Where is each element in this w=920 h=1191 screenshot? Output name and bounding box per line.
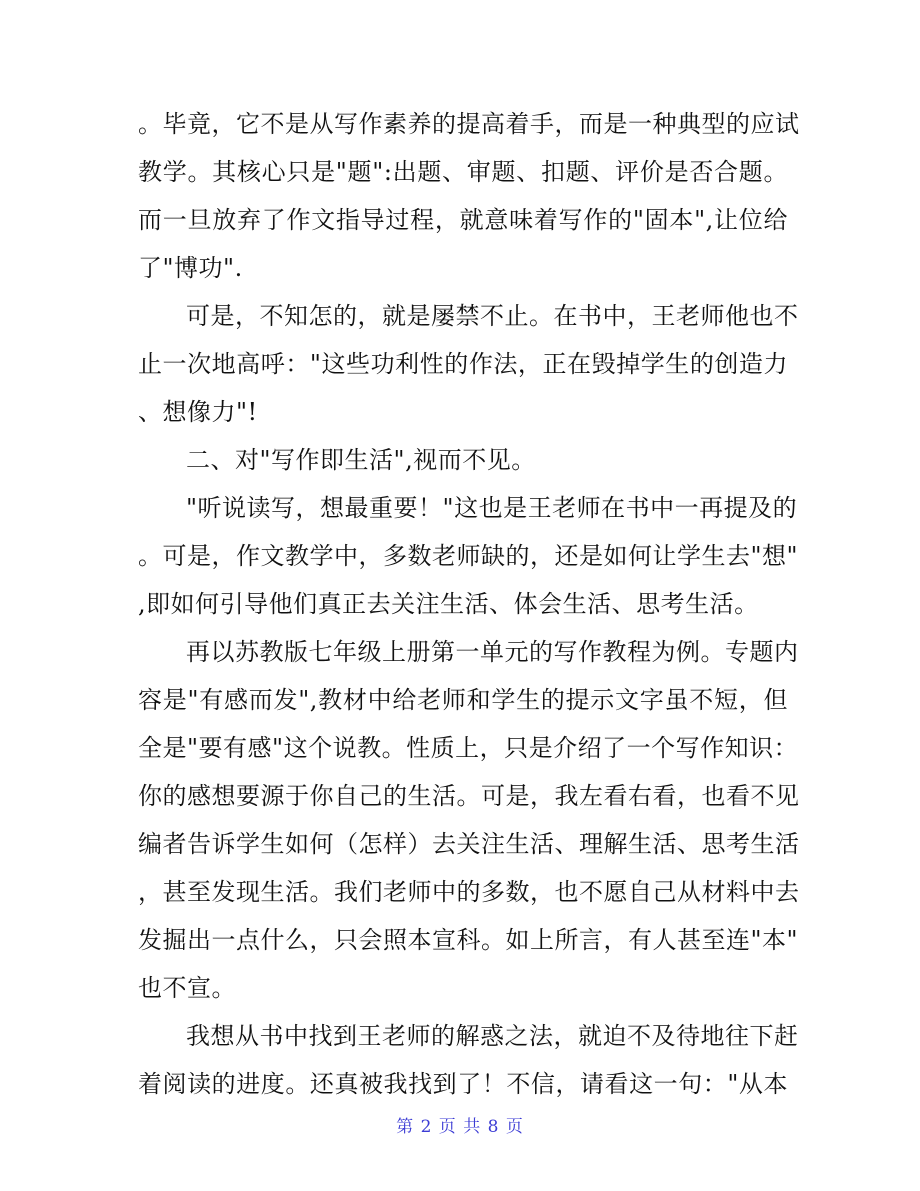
text-line: 再以苏教版七年级上册第一单元的写作教程为例。专题内 [186,638,799,666]
text-line: 了"博功". [138,254,243,282]
text-line: 全是"要有感"这个说教。性质上，只是介绍了一个写作知识： [138,734,799,762]
page-number-footer: 第 2 页 共 8 页 [396,1117,524,1137]
text-line: 发掘出一点什么，只会照本宣科。如上所言，有人甚至连"本" [138,926,799,954]
text-line: 可是，不知怎的，就是屡禁不止。在书中，王老师他也不 [186,302,799,330]
text-line: 。毕竟，它不是从写作素养的提高着手，而是一种典型的应试 [138,110,800,138]
text-line: 而一旦放弃了作文指导过程，就意味着写作的"固本",让位给 [138,206,788,234]
text-line: 止一次地高呼："这些功利性的作法，正在毁掉学生的创造力 [138,350,788,378]
section-heading: 二、对"写作即生活",视而不见。 [186,446,536,474]
text-line: 教学。其核心只是"题":出题、审题、扣题、评价是否合题。 [138,158,788,186]
text-line: 着阅读的进度。还真被我找到了！不信，请看这一句："从本 [138,1070,788,1098]
text-line: 容是"有感而发",教材中给老师和学生的提示文字虽不短，但 [138,686,788,714]
text-line: 我想从书中找到王老师的解惑之法，就迫不及待地往下赶 [186,1022,799,1050]
text-line: "听说读写，想最重要！"这也是王老师在书中一再提及的 [186,494,798,522]
text-line: 你的感想要源于你自己的生活。可是，我左看右看，也看不见 [138,782,800,810]
text-line: 。可是，作文教学中，多数老师缺的，还是如何让学生去"想" [138,542,799,570]
text-line: 、想像力"! [138,398,258,426]
text-line: 编者告诉学生如何（怎样）去关注生活、理解生活、思考生活 [138,830,800,858]
text-line: 也不宣。 [138,974,236,1002]
body-text [138,100,800,1108]
text-line: ，甚至发现生活。我们老师中的多数，也不愿自己从材料中去 [138,878,800,906]
text-line: ,即如何引导他们真正去关注生活、体会生活、思考生活。 [138,590,759,618]
